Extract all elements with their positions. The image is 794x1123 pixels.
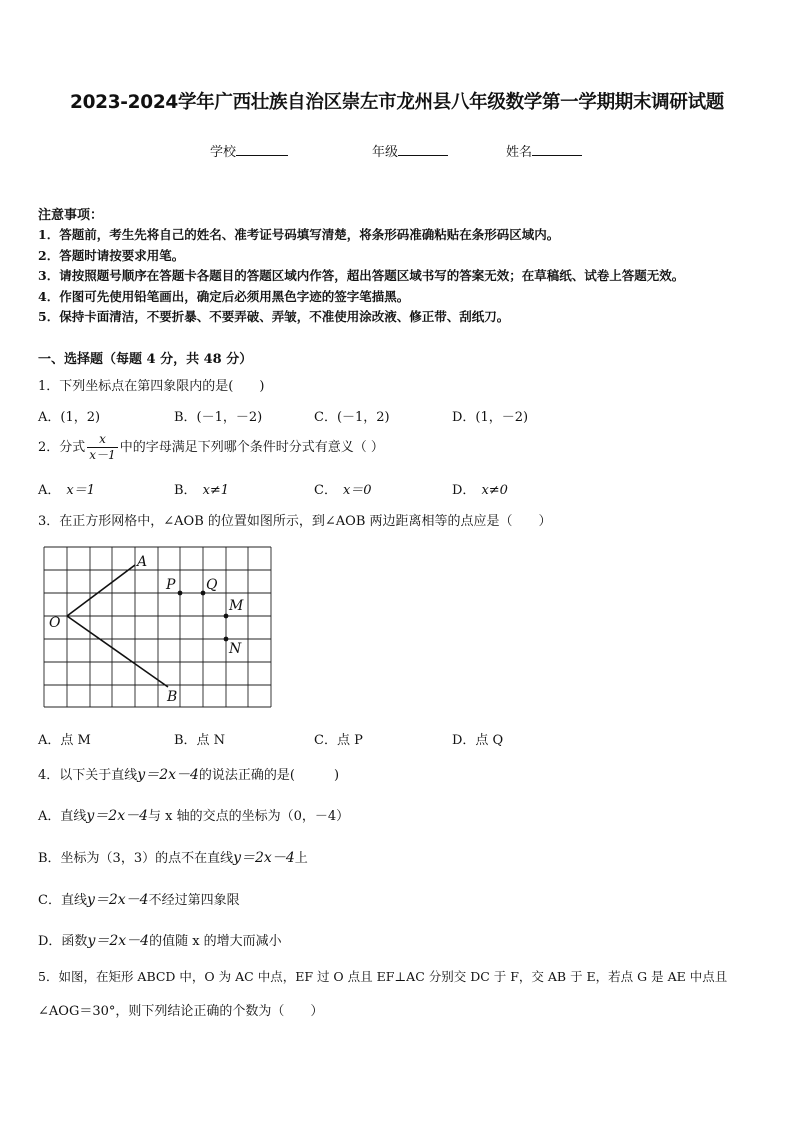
q4-option-d	[38, 930, 282, 950]
note-item: 3．请按照题号顺序在答题卡各题目的答题区域内作答，超出答题区域书写的答案无效；在草稿纸、试卷上答题无效。	[38, 268, 685, 283]
question-4-stem	[38, 764, 339, 784]
school-blank	[236, 143, 288, 156]
q2-option-b	[174, 479, 229, 498]
ray-oa	[67, 565, 135, 616]
angle-grid-figure	[40, 543, 276, 711]
name-field	[506, 141, 582, 160]
q2-option-b-math: x≠1	[202, 483, 230, 498]
q4-option-c-pre: C．直线	[38, 893, 87, 908]
question-5-line-1: 5．如图，在矩形 ABCD 中，O 为 AC 中点，EF 过 O 点且 EF⊥AC 分别交 DC 于 F，交 AB 于 E，若点 G 是 AE 中点且	[38, 969, 728, 984]
q2-option-a-math: x＝1	[66, 483, 95, 498]
label-o: O	[49, 615, 61, 631]
question-1-stem: 1．下列坐标点在第四象限内的是( )	[38, 379, 265, 394]
q4-option-c-post: 不经过第四象限	[148, 893, 240, 908]
q4-option-d-eq: y＝2x－4	[87, 933, 150, 949]
q1-option-d: D．(1，－2)	[452, 410, 529, 425]
point-q	[201, 591, 206, 596]
note-item: 4．作图可先使用铅笔画出，确定后必须用黑色字迹的签字笔描黑。	[38, 289, 410, 304]
section-heading: 一、选择题（每题 4 分，共 48 分）	[38, 352, 253, 367]
note-item: 1．答题前，考生先将自己的姓名、准考证号码填写清楚，将条形码准确粘贴在条形码区域内。	[38, 227, 560, 242]
q1-option-b: B．(－1，－2)	[174, 410, 263, 425]
label-a: A	[137, 554, 148, 570]
point-p	[178, 591, 183, 596]
note-item: 5．保持卡面清洁，不要折暴、不要弄破、弄皱，不准使用涂改液、修正带、刮纸刀。	[38, 309, 510, 324]
point-m	[224, 614, 229, 619]
q4-option-b	[38, 847, 308, 867]
q2-fraction	[87, 432, 117, 463]
q2-option-c	[314, 479, 372, 498]
q2-frac-denominator: x－1	[89, 448, 116, 462]
q4-equation: y＝2x－4	[137, 767, 199, 783]
q4-option-c-eq: y＝2x－4	[86, 892, 149, 908]
q4-option-b-eq: y＝2x－4	[233, 850, 295, 866]
q4-option-b-post: 上	[294, 851, 308, 866]
grid-lines	[44, 547, 271, 707]
q2-option-d	[452, 479, 508, 498]
q3-option-a: A．点 M	[38, 733, 91, 748]
q2-option-d-math: x≠0	[481, 483, 508, 498]
q4-option-a-eq: y＝2x－4	[86, 808, 149, 824]
q2-prefix: 2．分式	[38, 440, 86, 455]
name-label: 姓名	[506, 145, 533, 160]
q2-option-a-label: A．	[38, 483, 61, 498]
label-b: B	[167, 689, 178, 705]
question-3-stem: 3．在正方形网格中，∠AOB 的位置如图所示，到∠AOB 两边距离相等的点应是（ ）	[38, 514, 552, 529]
school-label: 学校	[210, 145, 237, 160]
q2-frac-numerator: x	[87, 432, 117, 448]
label-n: N	[229, 641, 242, 657]
q4-option-a	[38, 805, 349, 825]
q3-option-c: C．点 P	[314, 733, 363, 748]
label-p: P	[166, 577, 176, 593]
q2-option-d-label: D．	[452, 483, 476, 498]
q1-option-c: C．(－1，2)	[314, 410, 390, 425]
q4-option-c	[38, 889, 240, 909]
ray-ob	[67, 616, 168, 687]
label-q: Q	[206, 577, 218, 593]
school-field	[210, 141, 288, 160]
point-n	[224, 637, 229, 642]
question-5-line-2: ∠AOG＝30°，则下列结论正确的个数为（ ）	[38, 1004, 324, 1019]
q3-option-d: D．点 Q	[452, 733, 504, 748]
q2-option-b-label: B．	[174, 483, 197, 498]
q4-stem-post: 的说法正确的是( )	[198, 768, 340, 783]
q4-option-d-post: 的值随 x 的增大而减小	[149, 934, 282, 949]
q2-option-a	[38, 479, 95, 498]
q4-option-b-pre: B．坐标为（3，3）的点不在直线	[38, 851, 234, 866]
q3-option-b: B．点 N	[174, 733, 226, 748]
q4-option-a-pre: A．直线	[38, 809, 87, 824]
label-m: M	[229, 598, 244, 614]
q2-option-c-math: x＝0	[342, 483, 372, 498]
notes-title: 注意事项：	[38, 208, 104, 223]
q4-stem-pre: 4．以下关于直线	[38, 768, 138, 783]
q1-option-a: A．(1，2)	[38, 410, 101, 425]
page-title: 2023-2024学年广西壮族自治区崇左市龙州县八年级数学第一学期期末调研试题	[70, 92, 724, 113]
q4-option-a-post: 与 x 轴的交点的坐标为（0，－4）	[148, 809, 350, 824]
question-2-stem	[38, 432, 384, 463]
grade-blank	[398, 143, 448, 156]
name-blank	[532, 143, 582, 156]
note-item: 2．答题时请按要求用笔。	[38, 248, 185, 263]
q2-suffix: 中的字母满足下列哪个条件时分式有意义（ ）	[119, 440, 384, 455]
q2-option-c-label: C．	[314, 483, 337, 498]
q4-option-d-pre: D．函数	[38, 934, 88, 949]
grade-label: 年级	[372, 145, 399, 160]
grade-field	[372, 141, 448, 160]
